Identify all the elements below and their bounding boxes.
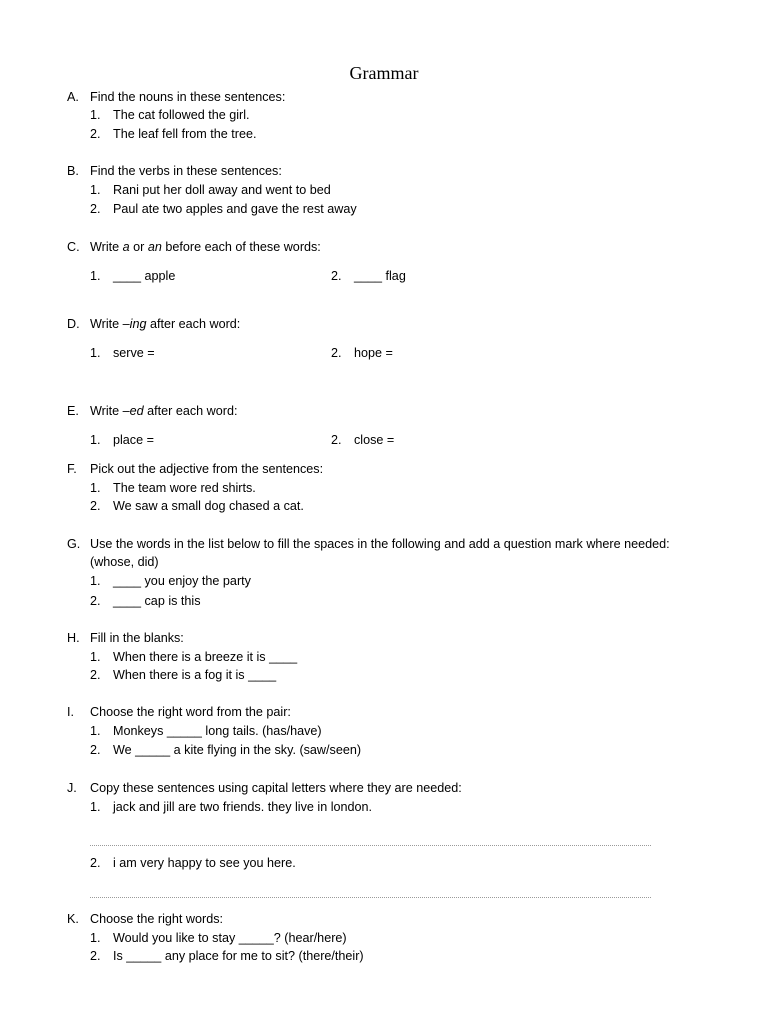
section-letter: G. [67,537,81,551]
item-number: 2. [90,743,101,757]
answer-line [90,897,651,898]
item-number: 2. [90,949,101,963]
item-number: 1. [90,931,101,945]
item-text: hope = [354,346,393,360]
section-letter: K. [67,912,79,926]
item-number: 1. [90,650,101,664]
section-letter: J. [67,781,77,795]
section-instruction: Pick out the adjective from the sentences: [90,462,324,476]
section-instruction: Find the verbs in these sentences: [90,164,282,178]
item-text: place = [113,433,154,447]
item-text: When there is a fog it is ____ [113,668,277,682]
section-letter: A. [67,90,79,104]
item-text: close = [354,433,395,447]
item-text: Is _____ any place for me to sit? (there/their) [113,949,364,963]
word-list: (whose, did) [90,555,159,569]
page-title: Grammar [349,63,419,83]
item-text: We saw a small dog chased a cat. [113,499,304,513]
section-instruction: Write –ed after each word: [90,404,238,418]
item-text: ____ apple [113,269,176,283]
item-number: 1. [90,346,101,360]
item-number: 1. [90,724,101,738]
item-number: 2. [90,668,101,682]
item-number: 1. [90,108,101,122]
section-letter: B. [67,164,79,178]
item-number: 2. [331,269,342,283]
item-text: The cat followed the girl. [113,108,250,122]
item-number: 2. [331,346,342,360]
section-instruction: Copy these sentences using capital letters where they are needed: [90,781,462,795]
item-number: 2. [90,202,101,216]
item-text: Paul ate two apples and gave the rest away [113,202,357,216]
section-instruction: Fill in the blanks: [90,631,184,645]
section-instruction: Use the words in the list below to fill the spaces in the following and add a question mark where needed: [90,537,670,551]
section-letter: E. [67,404,79,418]
section-letter: F. [67,462,77,476]
item-number: 2. [331,433,342,447]
item-text: jack and jill are two friends. they live in london. [113,800,373,814]
section-letter: D. [67,317,80,331]
item-text: Monkeys _____ long tails. (has/have) [113,724,322,738]
item-text: ____ you enjoy the party [113,574,251,588]
item-number: 2. [90,856,101,870]
item-text: The team wore red shirts. [113,481,256,495]
section-letter: C. [67,240,80,254]
item-number: 1. [90,800,101,814]
section-instruction: Choose the right word from the pair: [90,705,291,719]
item-text: The leaf fell from the tree. [113,127,257,141]
item-text: When there is a breeze it is ____ [113,650,298,664]
item-text: Would you like to stay _____? (hear/here) [113,931,347,945]
item-text: ____ cap is this [113,594,201,608]
item-number: 1. [90,183,101,197]
item-number: 2. [90,127,101,141]
item-number: 2. [90,499,101,513]
section-letter: H. [67,631,80,645]
section-instruction: Find the nouns in these sentences: [90,90,286,104]
section-instruction: Choose the right words: [90,912,224,926]
item-number: 1. [90,433,101,447]
answer-line [90,845,651,846]
section-instruction: Write a or an before each of these words: [90,240,321,254]
item-number: 2. [90,594,101,608]
item-text: We _____ a kite flying in the sky. (saw/seen) [113,743,362,757]
item-number: 1. [90,269,101,283]
item-text: Rani put her doll away and went to bed [113,183,331,197]
section-letter: I. [67,705,74,719]
item-text: i am very happy to see you here. [113,856,296,870]
item-text: ____ flag [354,269,406,283]
item-text: serve = [113,346,155,360]
item-number: 1. [90,481,101,495]
item-number: 1. [90,574,101,588]
section-instruction: Write –ing after each word: [90,317,241,331]
